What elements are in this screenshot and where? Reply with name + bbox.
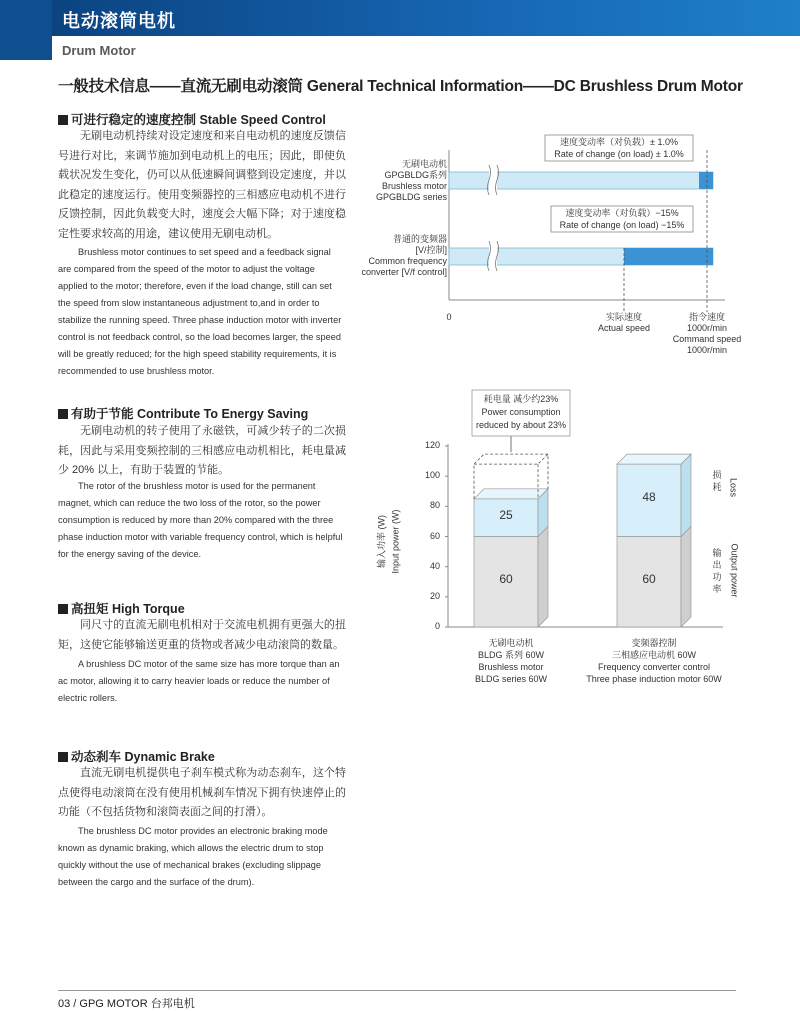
bar-segment-side: [538, 527, 548, 628]
row2-label-3: Common frequency: [368, 256, 447, 266]
y-tick-label: 100: [424, 470, 440, 481]
actual-speed-label-en: Actual speed: [597, 323, 651, 333]
actual-speed-label-cn: 实际速度: [605, 312, 642, 322]
category-label: BLDG 系列 60W: [477, 650, 544, 660]
row1-label-2: GPGBLDG系列: [384, 170, 447, 180]
header-title: 电动滚筒电机: [62, 11, 176, 31]
origin-label: 0: [446, 312, 452, 322]
y-tick-label: 60: [429, 530, 440, 541]
category-label: Frequency converter control: [597, 662, 711, 672]
y-tick-label: 20: [429, 590, 440, 601]
right-label-output-en: Output power: [729, 543, 740, 598]
torque-text-en: A brushless DC motor of the same size has more torque than an ac motor, allowing it to carry heavier loads or reduce the number of electric rollers.: [58, 659, 340, 703]
right-label-output-cn: 输: [712, 548, 722, 558]
y-axis-label-en: Input power (W): [390, 509, 401, 574]
callout-power-line: 耗电量 减少约23%: [483, 394, 559, 404]
category-label: 三相感应电动机 60W: [611, 650, 696, 660]
section-heading-speed: 可进行稳定的速度控制 Stable Speed Control: [58, 110, 326, 128]
y-tick-label: 40: [429, 560, 440, 571]
footer-text: 03 / GPG MOTOR 台邦电机: [58, 998, 195, 1010]
y-tick-label: 0: [434, 621, 440, 631]
y-tick-label: 120: [424, 440, 440, 450]
category-label: BLDG series 60W: [474, 674, 548, 684]
header-subtitle: Drum Motor: [62, 43, 136, 58]
category-label: Three phase induction motor 60W: [586, 674, 722, 684]
callout-inverter-cn: 速度变动率（对负载）−15%: [565, 208, 679, 218]
footer-divider: [58, 990, 736, 991]
callout-power-line: reduced by about 23%: [475, 420, 567, 430]
energy-text-en: The rotor of the brushless motor is used for the permanent magnet, which can reduce the two loss of the rotor, so the power consumption is reduced by more than 20% compared with the three phase induction motor with variable frequency control, which is helpful for the energy saving of the device.: [58, 481, 343, 559]
category-label: Brushless motor: [478, 662, 544, 672]
right-label-loss-en: Loss: [728, 477, 739, 497]
row1-label-3: Brushless motor: [381, 181, 447, 191]
bar-segment-side: [681, 527, 691, 628]
bar-value-label: 60: [499, 571, 513, 586]
row2-label-1: 普通的变频器: [392, 234, 447, 244]
bar-segment-side: [681, 454, 691, 536]
right-label-output-cn: 出: [712, 560, 722, 570]
section-heading-energy: 有助于节能 Contribute To Energy Saving: [58, 404, 308, 422]
row1-label-1: 无刷电动机: [401, 159, 447, 169]
callout-inverter-en: Rate of change (on load) −15%: [559, 220, 685, 230]
right-label-loss-cn: 耗: [712, 482, 722, 492]
row2-label-4: converter [V/f control]: [361, 267, 447, 277]
brake-text-en: The brushless DC motor provides an electronic braking mode known as dynamic braking, which allows the electric drum to stop quickly without the use of mechanical brakes (excluding slippage between the cargo and the surface of the drum).: [58, 826, 328, 887]
bar-top-face: [474, 489, 548, 499]
category-label: 变频器控制: [631, 638, 677, 648]
category-label: 无刷电动机: [488, 638, 534, 648]
row2-label-2: [V/控制]: [415, 245, 447, 255]
bar-value-label: 48: [642, 490, 656, 505]
right-label-loss-cn: 损: [712, 470, 722, 480]
bar-value-label: 25: [499, 507, 513, 522]
speed-text-cn: 无刷电动机持续对设定速度和来自电动机的速度反馈信号进行对比，来调节施加到电动机上的电压；因此，即使负载状况发生变化，仍可以从低速瞬间调整到设定速度，并以此稳定的速度运行。使用变频器控的三相感应电动机不进行反馈控制，因此负载变大时，速度会大幅下降；对于速度稳定性要求较高的用途，建议使用无刷电动机。: [58, 130, 346, 240]
section-heading-torque: 高扭矩 High Torque: [58, 599, 185, 617]
main-title: 一般技术信息——直流无刷电动滚筒 General Technical Information——DC Brushless Drum Motor: [58, 78, 743, 95]
brake-text-cn: 直流无刷电机提供电子刹车模式称为动态刹车，这个特点使得电动滚筒在没有使用机械刹车情况下拥有快速停止的功能（不包括货物和滚筒表面之间的打滑）。: [58, 767, 346, 818]
speed-text-en: Brushless motor continues to set speed and a feedback signal are compared from the speed of the motor to adjust the voltage applied to the motor; therefore, even if the load change, still can set the speed from slow instantaneous adjustment to,and in order to stabilize the running speed. Three phase induction motor with inverter control is not feedback control, so the load becomes larger, the speed will be greatly reduced; for the high speed stability requirements, it is recommended to use brushless motor.: [58, 247, 342, 376]
bar-top-face: [617, 454, 691, 464]
command-speed-label-1: 指令速度: [688, 312, 725, 322]
bar-value-label: 60: [642, 571, 656, 586]
command-speed-label-3: Command speed: [672, 334, 742, 344]
right-label-output-cn: 率: [712, 584, 722, 594]
torque-text-cn: 同尺寸的直流无刷电机相对于交流电机拥有更强大的扭矩，这使它能够输送更重的货物或者减少电动滚筒的数量。: [58, 619, 346, 651]
y-axis-label-cn: 输入功率 (W): [376, 515, 387, 568]
y-tick-label: 80: [429, 500, 440, 511]
section-heading-brake: 动态刹车 Dynamic Brake: [58, 747, 215, 765]
callout-brushless-en: Rate of change (on load) ± 1.0%: [554, 149, 684, 159]
callout-power-line: Power consumption: [481, 407, 561, 417]
right-label-output-cn: 功: [712, 572, 722, 582]
row1-label-4: GPGBLDG series: [375, 192, 447, 202]
command-speed-label-4: 1000r/min: [686, 345, 728, 355]
callout-brushless-cn: 速度变动率（对负载）± 1.0%: [560, 137, 678, 147]
energy-text-cn: 无刷电动机的转子使用了永磁铁，可减少转子的二次损耗，因此与采用变频控制的三相感应电动机相比，耗电量减少 20% 以上，有助于装置的节能。: [58, 425, 346, 476]
command-speed-label-2: 1000r/min: [686, 323, 728, 333]
